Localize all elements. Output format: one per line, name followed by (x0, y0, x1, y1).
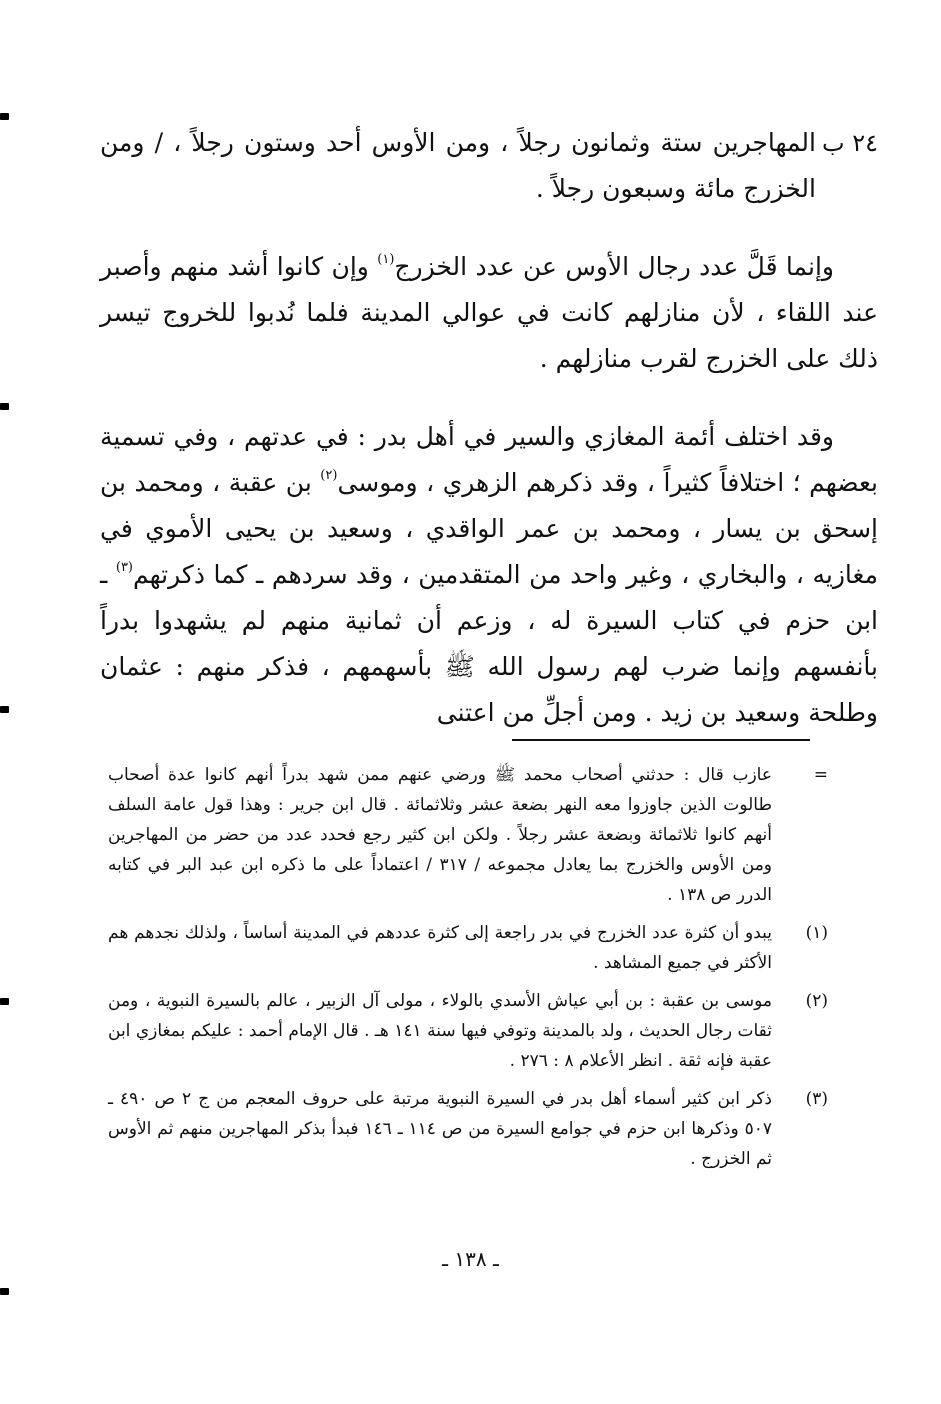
paragraph-2-text-a: وإنما قَلَّ عدد رجال الأوس عن عدد الخزرج (394, 252, 834, 281)
paragraph-1 (100, 120, 878, 212)
footnote-marker: = (813, 765, 828, 785)
footnote-1 (108, 918, 828, 978)
scan-edge-mark (0, 1288, 9, 1295)
paragraph-1-text: المهاجرين ستة وثمانون رجلاً ، ومن الأوس أحد وستون رجلاً ، / ومن الخزرج مائة وسبعون رجلاً . (100, 128, 816, 203)
footnote-text: ذكر ابن كثير أسماء أهل بدر في السيرة النبوية مرتبة على حروف المعجم من ج ٢ ص ٤٩٠ ـ ٥٠٧ وذكرها ابن حزم في جوامع السيرة من ص ١١٤ ـ ١٤٦ فبدأ بذكر المهاجرين منهم ثم الأوس ثم الخزرج . (108, 1089, 773, 1169)
scan-edge-mark (0, 403, 9, 410)
scan-edge-mark (0, 113, 9, 120)
paragraph-2-text-b: وإن كانوا أشد منهم وأصبر عند اللقاء ، لأن منازلهم كانت في عوالي المدينة فلما نُدبوا للخروج تيسر ذلك على الخزرج لقرب منازلهم . (100, 252, 878, 373)
footnote-text: موسى بن عقبة : بن أبي عياش الأسدي بالولاء ، مولى آل الزبير ، عالم بالسيرة النبوية ، ومن ثقات رجال الحديث ، ولد بالمدينة وتوفي فيها سنة ١٤١ هـ . قال الإمام أحمد : عليكم بمغازي ابن عقبة فإنه ثقة . انظر الأعلام ٨ : ٢٧٦ . (108, 991, 772, 1071)
paragraph-2 (100, 244, 878, 382)
footnote-text: عازب قال : حدثني أصحاب محمد ﷺ ورضي عنهم ممن شهد بدراً أنهم كانوا عدة أصحاب طالوت الذين جاوزوا معه النهر بضعة عشر وثلاثمائة . قال ابن جرير : وهذا قول عامة السلف أنهم كانوا ثلاثمائة وبضعة عشر رجلاً . ولكن ابن كثير رجع فحدد عدد من حضر من المهاجرين ومن الأوس والخزرج بما يعادل مجموعه / ٣١٧ / اعتماداً على ما ذكره ابن عبد البر في كتابه الدرر ص ١٣٨ . (108, 765, 773, 905)
paragraph-3 (100, 414, 878, 736)
footnote-continued (108, 760, 828, 910)
paragraph-3-text-b: بن عقبة ، ومحمد بن إسحق بن يسار ، ومحمد بن عمر الواقدي ، وسعيد بن يحيى الأموي في مغازيه ، والبخاري ، وغير واحد من المتقدمين ، وقد سردهم ـ كما ذكرتهم (100, 468, 878, 589)
footnote-text: يبدو أن كثرة عدد الخزرج في بدر راجعة إلى كثرة عددهم في المدينة أساساً ، ولذلك نجدهم هم الأكثر في جميع المشاهد . (108, 923, 772, 973)
main-text (100, 120, 878, 736)
footnote-ref-1: (١) (377, 252, 395, 267)
paragraph-3-text-a: وقد اختلف أئمة المغازي والسير في أهل بدر : في عدتهم ، وفي تسمية بعضهم ؛ اختلافاً كثيراً ، وقد ذكرهم الزهري ، وموسى (100, 422, 878, 497)
footnote-2 (108, 986, 828, 1076)
footnote-separator (512, 739, 810, 741)
scan-edge-mark (0, 706, 9, 713)
footnote-number: (٣) (805, 1089, 828, 1109)
page-number: ـ ١٣٨ ـ (442, 1247, 499, 1271)
footnote-ref-3: (٣) (115, 560, 133, 575)
scan-edge-mark (0, 998, 9, 1005)
footnote-number: (١) (805, 923, 828, 943)
footnote-3 (108, 1084, 828, 1174)
footnote-number: (٢) (805, 991, 828, 1011)
manuscript-folio-ref: ٢٤ ب (821, 129, 878, 157)
footnotes (108, 760, 828, 1182)
paragraph-3-text-c: ـ ابن حزم في كتاب السيرة له ، وزعم أن ثمانية منهم لم يشهدوا بدراً بأنفسهم وإنما ضرب لهم رسول الله ﷺ بأسهمهم ، فذكر منهم : عثمان وطلحة وسعيد بن زيد . ومن أجلِّ من اعتنى (100, 560, 878, 727)
footnote-ref-2: (٢) (320, 468, 338, 483)
